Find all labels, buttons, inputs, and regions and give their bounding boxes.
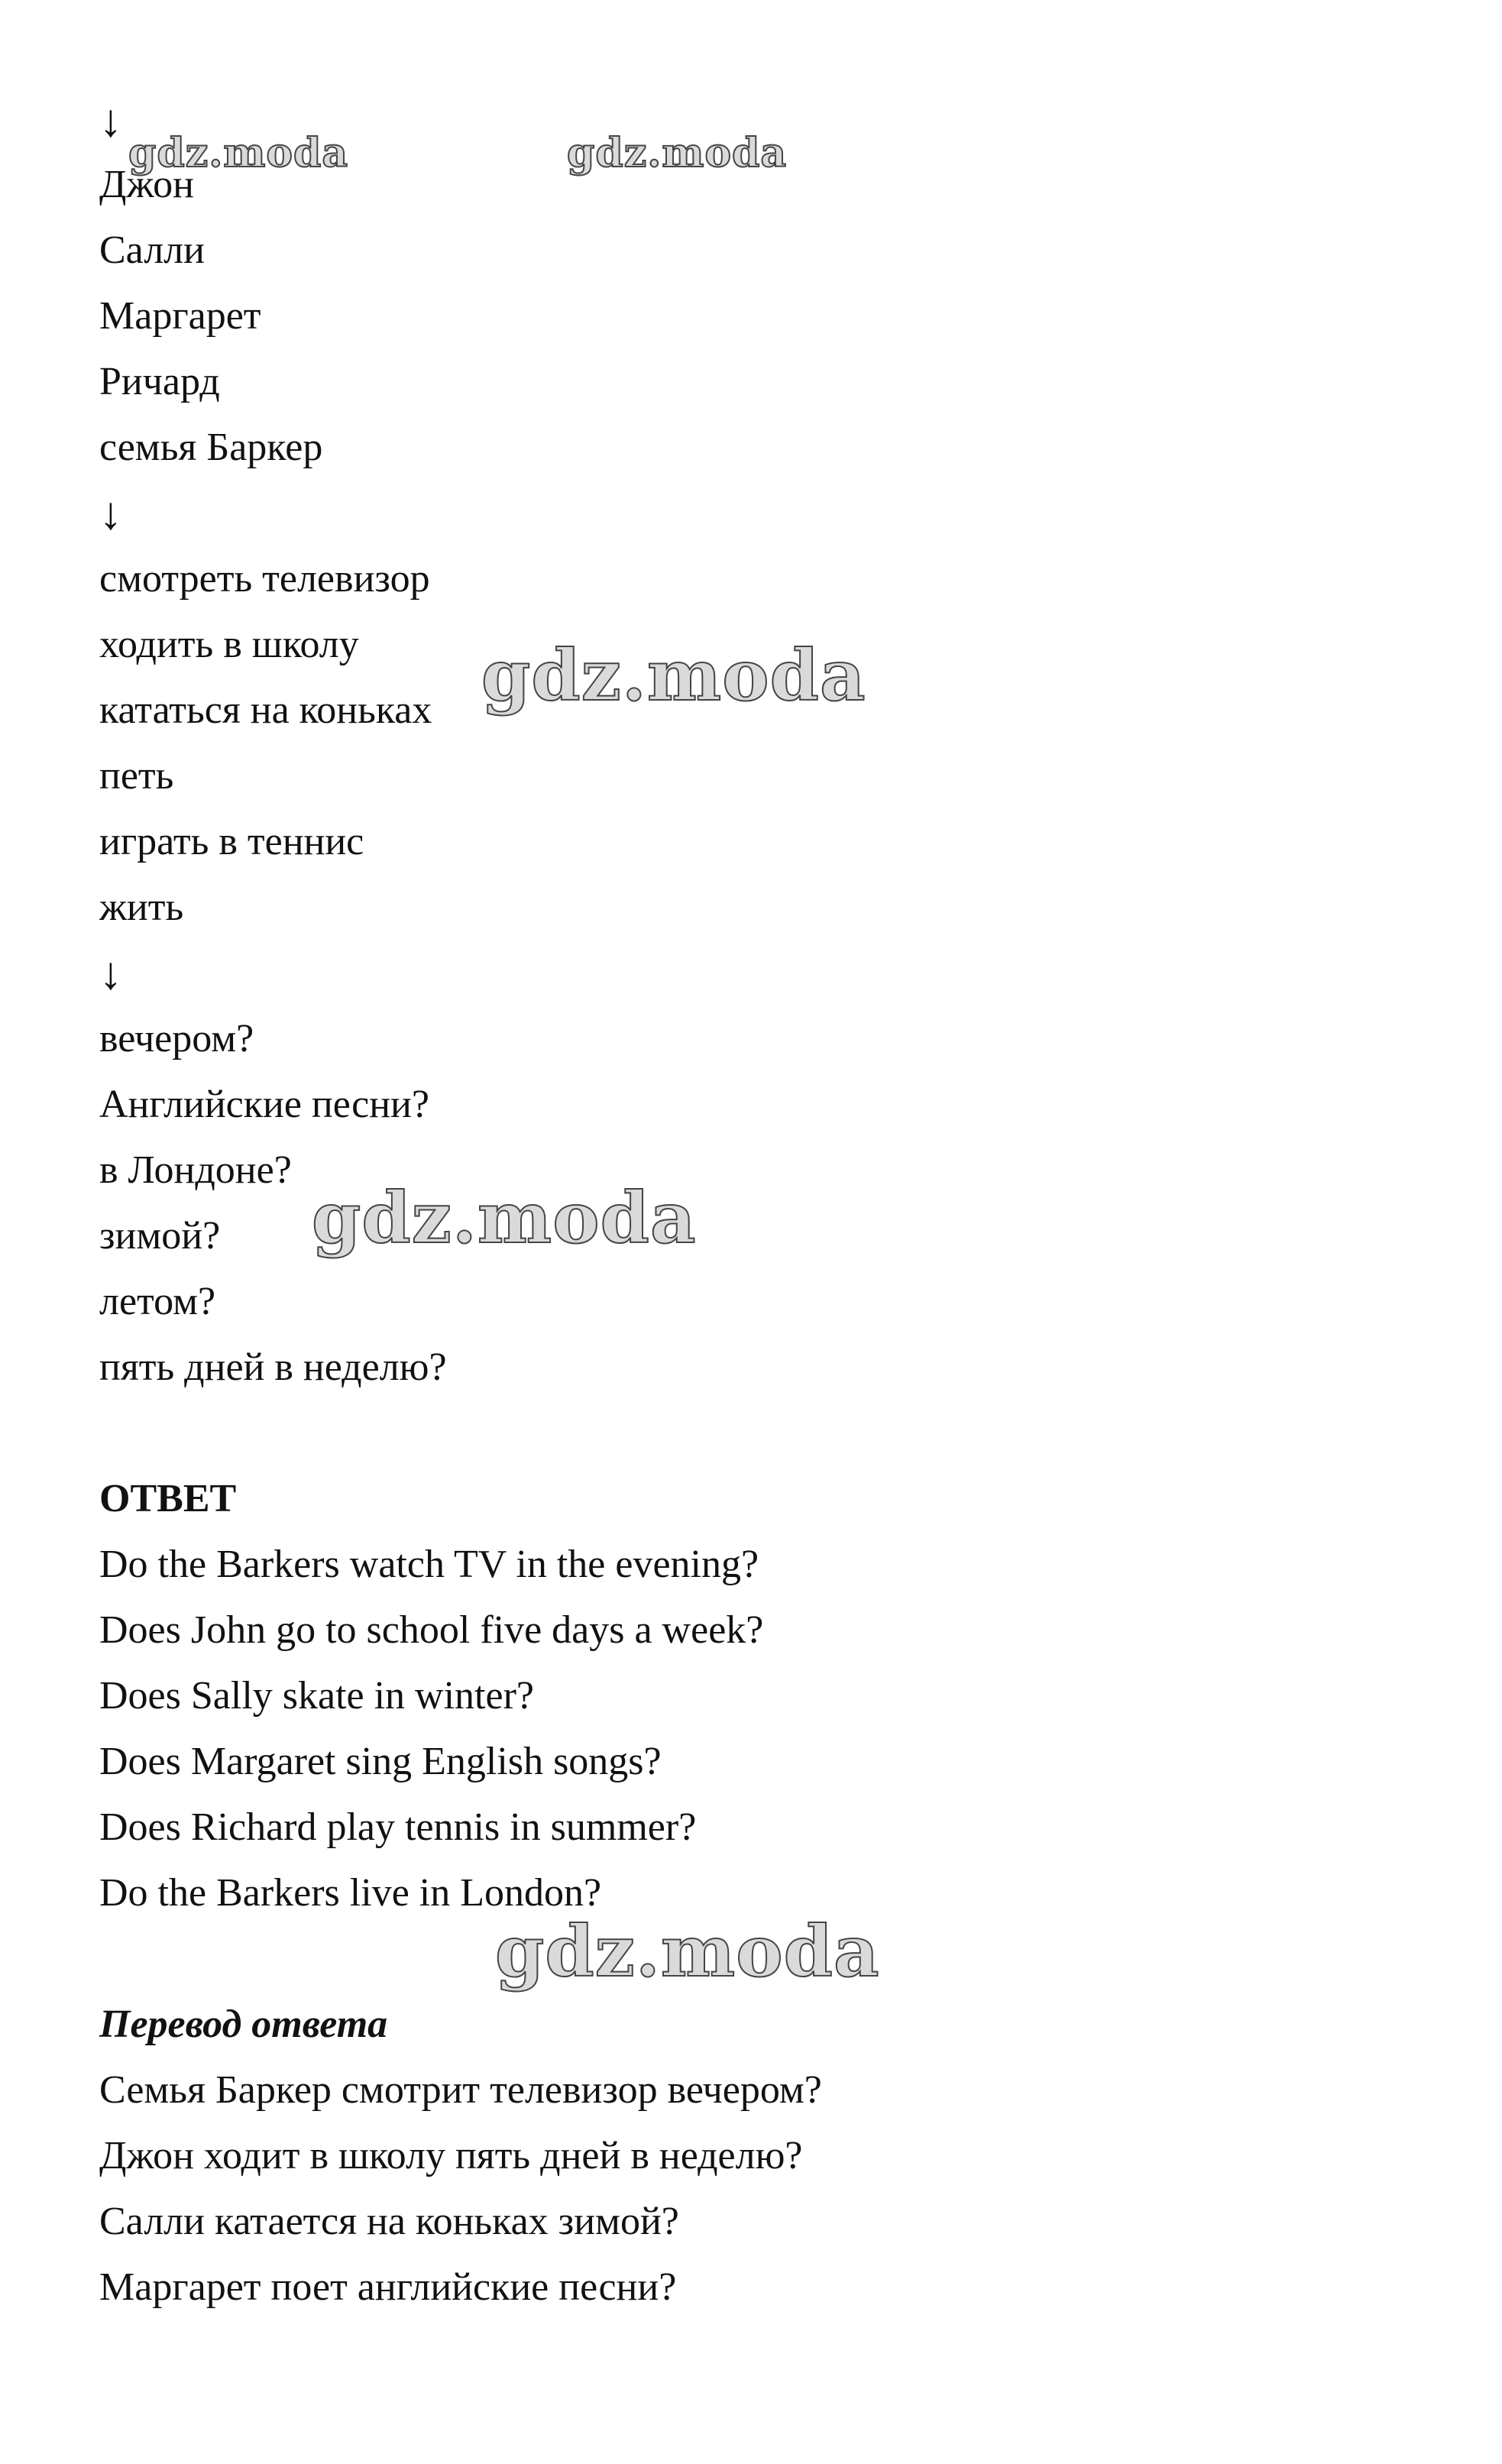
translation-line: Салли катается на коньках зимой?: [99, 2200, 679, 2243]
arrow-down-icon: ↓: [99, 488, 122, 539]
answer-line: Do the Barkers live in London?: [99, 1871, 602, 1915]
subject-item: Ричард: [99, 360, 220, 403]
subject-item: Салли: [99, 228, 205, 272]
complement-item: вечером?: [99, 1017, 254, 1060]
subject-item: Маргарет: [99, 294, 261, 338]
complement-item: пять дней в неделю?: [99, 1345, 447, 1389]
watermark: gdz.moda: [495, 1910, 880, 1993]
translation-heading: Перевод ответа: [99, 2003, 388, 2046]
watermark: gdz.moda: [567, 130, 788, 176]
subject-item: семья Баркер: [99, 426, 323, 469]
complement-item: зимой?: [99, 1214, 221, 1258]
answer-line: Does John go to school five days a week?: [99, 1608, 764, 1652]
complement-item: летом?: [99, 1280, 216, 1323]
verb-item: играть в теннис: [99, 820, 364, 863]
translation-line: Маргарет поет английские песни?: [99, 2265, 677, 2309]
answer-line: Does Margaret sing English songs?: [99, 1740, 662, 1783]
complement-item: в Лондоне?: [99, 1148, 292, 1192]
verb-item: ходить в школу: [99, 623, 359, 666]
verb-item: кататься на коньках: [99, 688, 432, 732]
verb-item: смотреть телевизор: [99, 557, 430, 601]
arrow-down-icon: ↓: [99, 948, 122, 999]
translation-line: Джон ходит в школу пять дней в неделю?: [99, 2134, 803, 2177]
answer-line: Do the Barkers watch TV in the evening?: [99, 1543, 759, 1586]
answer-line: Does Sally skate in winter?: [99, 1674, 534, 1718]
watermark: gdz.moda: [312, 1177, 697, 1259]
translation-line: Семья Баркер смотрит телевизор вечером?: [99, 2068, 822, 2112]
answer-line: Does Richard play tennis in summer?: [99, 1805, 697, 1849]
answer-heading: ОТВЕТ: [99, 1477, 237, 1520]
verb-item: петь: [99, 754, 174, 798]
verb-item: жить: [99, 886, 184, 929]
watermark: gdz.moda: [481, 634, 866, 717]
complement-item: Английские песни?: [99, 1083, 429, 1126]
watermark: gdz.moda: [128, 130, 349, 176]
arrow-down-icon: ↓: [99, 96, 122, 146]
subject-item: Джон: [99, 163, 194, 206]
